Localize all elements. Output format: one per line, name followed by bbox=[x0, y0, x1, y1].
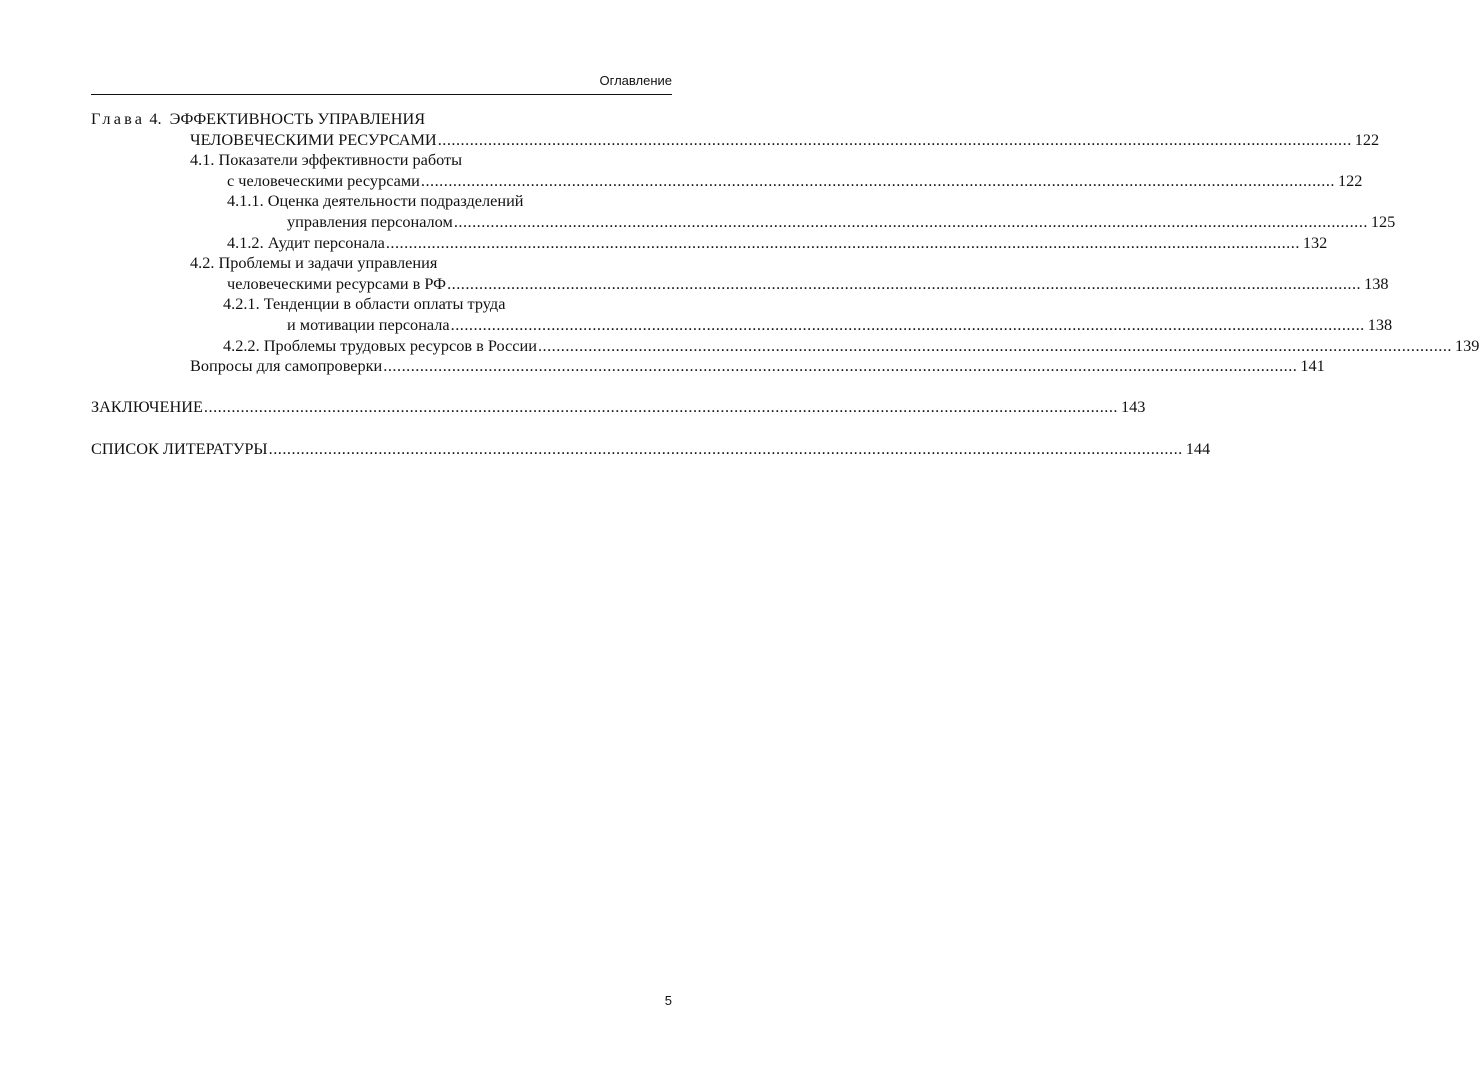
toc-section-4-2-1-line1 bbox=[91, 294, 674, 315]
table-of-contents bbox=[91, 109, 1479, 459]
section-title: 4.1.1. Оценка деятельности подразделений bbox=[227, 191, 524, 211]
page-ref: 125 bbox=[1370, 211, 1396, 231]
page-ref: 143 bbox=[1120, 397, 1146, 417]
toc-entry-4-1[interactable] bbox=[91, 170, 1363, 192]
toc-entry-4-2-1[interactable] bbox=[91, 314, 1393, 336]
page-ref: 144 bbox=[1185, 438, 1211, 458]
spacer bbox=[91, 418, 674, 439]
leader-dots: ........................................................................................................................................................................................................ bbox=[453, 211, 1368, 231]
leader-dots: ........................................................................................................................................................................................................ bbox=[203, 397, 1118, 417]
page-ref: 122 bbox=[1354, 129, 1380, 149]
toc-entry-conclusion[interactable] bbox=[91, 397, 1146, 418]
leader-dots: ........................................................................................................................................................................................................ bbox=[383, 356, 1298, 376]
running-header: Оглавление bbox=[599, 73, 672, 88]
section-title: 4.2. Проблемы и задачи управления bbox=[190, 253, 438, 273]
leader-dots: ........................................................................................................................................................................................................ bbox=[385, 232, 1300, 252]
leader-dots: ........................................................................................................................................................................................................ bbox=[447, 273, 1362, 293]
section-title: 4.2.2. Проблемы трудовых ресурсов в России bbox=[223, 335, 537, 355]
page-ref: 122 bbox=[1337, 170, 1363, 190]
section-title: 4.1. Показатели эффективности работы bbox=[190, 150, 463, 170]
section-title: ЗАКЛЮЧЕНИЕ bbox=[91, 397, 203, 417]
chapter-number: 4. bbox=[149, 109, 162, 128]
toc-section-4-1-1-line1 bbox=[91, 191, 674, 212]
toc-entry-questions[interactable] bbox=[91, 356, 1325, 377]
toc-chapter4-heading bbox=[91, 109, 674, 130]
spacer bbox=[91, 377, 674, 398]
section-title: 4.2.1. Тенденции в области оплаты труда bbox=[223, 294, 506, 314]
section-title-cont: управления персоналом bbox=[287, 211, 453, 231]
leader-dots: ........................................................................................................................................................................................................ bbox=[437, 129, 1352, 149]
page-ref: 132 bbox=[1302, 232, 1328, 252]
header-rule bbox=[91, 94, 672, 95]
section-title-cont: с человеческими ресурсами bbox=[227, 170, 420, 190]
page-ref: 139 bbox=[1455, 335, 1479, 355]
page-number: 5 bbox=[664, 993, 672, 1008]
toc-entry-4-1-1[interactable] bbox=[91, 211, 1396, 233]
section-title-cont: человеческими ресурсами в РФ bbox=[227, 273, 447, 293]
section-title: СПИСОК ЛИТЕРАТУРЫ bbox=[91, 438, 268, 458]
toc-section-4-1-line1 bbox=[91, 150, 674, 171]
leader-dots: ........................................................................................................................................................................................................ bbox=[537, 335, 1452, 355]
page-ref: 138 bbox=[1364, 273, 1389, 293]
section-title: 4.1.2. Аудит персонала bbox=[227, 232, 385, 252]
chapter-title-line2: ЧЕЛОВЕЧЕСКИМИ РЕСУРСАМИ bbox=[190, 129, 437, 149]
page-ref: 138 bbox=[1367, 314, 1393, 334]
page-ref: 141 bbox=[1300, 356, 1325, 376]
toc-entry-chapter4[interactable] bbox=[91, 129, 1380, 151]
section-title: Вопросы для самопроверки bbox=[190, 356, 383, 376]
leader-dots: ........................................................................................................................................................................................................ bbox=[420, 170, 1335, 190]
leader-dots: ........................................................................................................................................................................................................ bbox=[450, 314, 1365, 334]
section-title-cont: и мотивации персонала bbox=[287, 314, 450, 334]
leader-dots: ........................................................................................................................................................................................................ bbox=[268, 438, 1183, 458]
chapter-title-line1: ЭФФЕКТИВНОСТЬ УПРАВЛЕНИЯ bbox=[169, 109, 426, 128]
toc-entry-4-2-2[interactable] bbox=[91, 335, 1479, 357]
toc-entry-references[interactable] bbox=[91, 438, 1211, 460]
toc-entry-4-2[interactable] bbox=[91, 273, 1389, 295]
chapter-label: Глава bbox=[91, 109, 146, 128]
toc-section-4-2-line1 bbox=[91, 253, 674, 274]
toc-entry-4-1-2[interactable] bbox=[91, 232, 1328, 254]
